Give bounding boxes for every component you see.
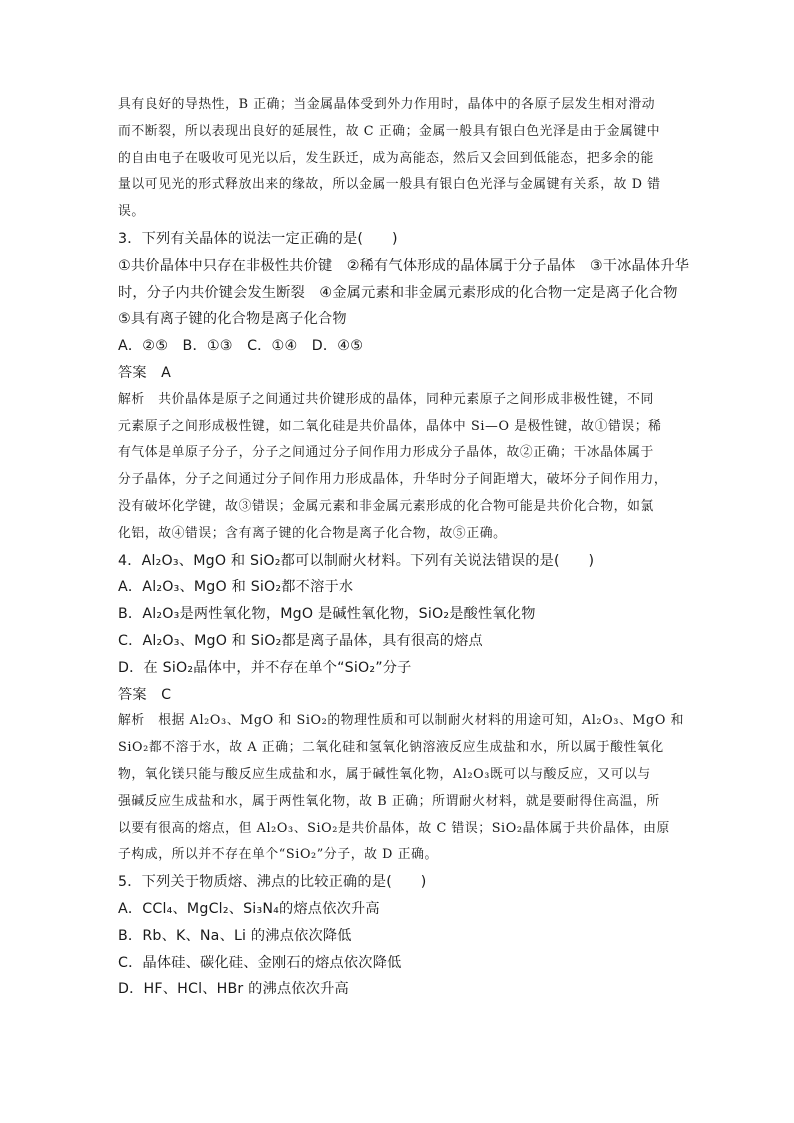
- text-line: A．CCl₄、MgCl₂、Si₃N₄的熔点依次升高: [118, 900, 380, 917]
- text-line: 误。: [118, 204, 145, 220]
- text-line: ①共价晶体中只存在非极性共价键 ②稀有气体形成的晶体属于分子晶体 ③干冰晶体升华: [118, 257, 690, 274]
- text-line: 元素原子之间形成极性键，如二氧化硅是共价晶体，晶体中 Si—O 是极性键，故①错误；稀: [118, 418, 662, 434]
- text-line: C．Al₂O₃、MgO 和 SiO₂都是离子晶体，具有很高的熔点: [118, 632, 483, 649]
- text-line: 具有良好的导热性，B 正确；当金属晶体受到外力作用时，晶体中的各原子层发生相对滑动: [118, 97, 656, 112]
- text-line: C．晶体硅、碳化硅、金刚石的熔点依次降低: [118, 954, 402, 971]
- text-line: 解析 共价晶体是原子之间通过共价键形成的晶体，同种元素原子之间形成非极性键，不同: [118, 391, 654, 407]
- text-line: D．HF、HCl、HBr 的沸点依次升高: [118, 981, 349, 998]
- text-line: 子构成，所以并不存在单个“SiO₂”分子，故 D 正确。: [118, 847, 438, 863]
- text-line: A．②⑤ B．①③ C．①④ D．④⑤: [118, 338, 364, 355]
- text-line: 分子晶体，分子之间通过分子间作用力形成晶体，升华时分子间距增大，破坏分子间作用力，: [118, 472, 668, 488]
- text-line: 答案 A: [118, 364, 172, 381]
- text-line: 时，分子内共价键会发生断裂 ④金属元素和非金属元素形成的化合物一定是离子化合物: [118, 284, 678, 301]
- text-line: 没有破坏化学键，故③错误；金属元素和非金属元素形成的化合物可能是共价化合物，如氯: [118, 498, 654, 514]
- text-line: 量以可见光的形式释放出来的缘故，所以金属一般具有银白色光泽与金属键有关系，故 D 错: [118, 177, 661, 193]
- text-line: 3．下列有关晶体的说法一定正确的是( ): [118, 230, 398, 247]
- text-line: B．Rb、K、Na、Li 的沸点依次降低: [118, 927, 352, 944]
- text-line: 以要有很高的熔点，但 Al₂O₃、SiO₂是共价晶体，故 C 错误；SiO₂晶体属于共价晶体，由原: [118, 820, 670, 836]
- text-line: B．Al₂O₃是两性氧化物，MgO 是碱性氧化物，SiO₂是酸性氧化物: [118, 606, 536, 623]
- text-line: 答案 C: [118, 686, 172, 703]
- text-line: 强碱反应生成盐和水，属于两性氧化物，故 B 正确；所谓耐火材料，就是要耐得住高温，所: [118, 793, 660, 809]
- text-line: 而不断裂，所以表现出良好的延展性，故 C 正确；金属一般具有银白色光泽是由于金属键中: [118, 123, 661, 139]
- text-line: A．Al₂O₃、MgO 和 SiO₂都不溶于水: [118, 579, 354, 596]
- text-line: D．在 SiO₂晶体中，并不存在单个“SiO₂”分子: [118, 659, 412, 676]
- text-line: ⑤具有离子键的化合物是离子化合物: [118, 311, 347, 328]
- text-line: 的自由电子在吸收可见光以后，发生跃迁，成为高能态，然后又会回到低能态，把多余的能: [118, 150, 654, 166]
- text-line: 5．下列关于物质熔、沸点的比较正确的是( ): [118, 874, 427, 891]
- text-line: 化铝，故④错误；含有离子键的化合物是离子化合物，故⑤正确。: [118, 525, 507, 541]
- text-line: SiO₂都不溶于水，故 A 正确；二氧化硅和氢氧化钠溶液反应生成盐和水，所以属于酸性氧化: [118, 740, 664, 756]
- text-line: 有气体是单原子分子，分子之间通过分子间作用力形成分子晶体，故②正确；干冰晶体属于: [118, 445, 654, 461]
- text-line: 4．Al₂O₃、MgO 和 SiO₂都可以制耐火材料。下列有关说法错误的是( ): [118, 552, 595, 569]
- document-page: [118, 92, 690, 1003]
- text-line: 解析 根据 Al₂O₃、MgO 和 SiO₂的物理性质和可以制耐火材料的用途可知，Al₂O₃、MgO 和: [118, 713, 685, 729]
- text-line: 物，氧化镁只能与酸反应生成盐和水，属于碱性氧化物，Al₂O₃既可以与酸反应，又可以与: [118, 766, 651, 782]
